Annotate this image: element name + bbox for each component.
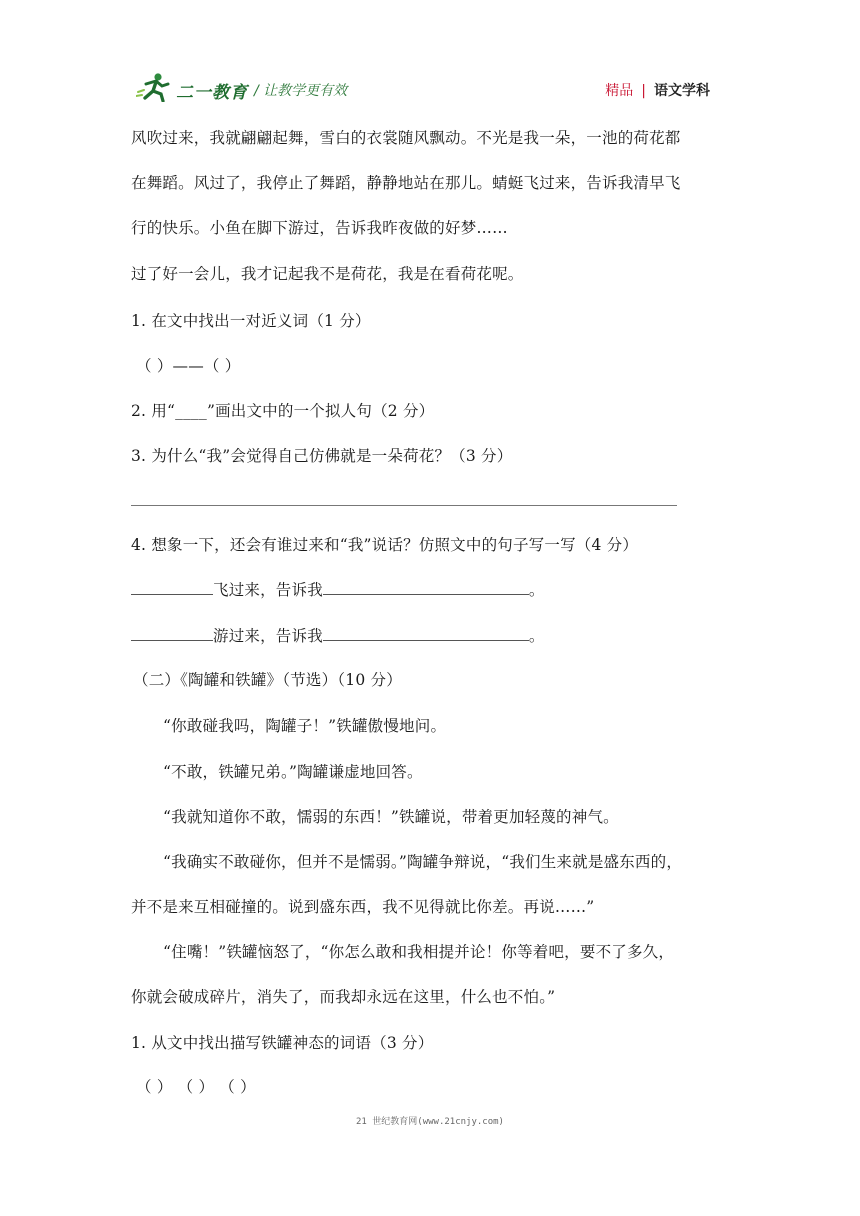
- fill-blank: [323, 580, 529, 595]
- page-header: [132, 70, 722, 108]
- passage-line: 行的快乐。小鱼在脚下游过，告诉我昨夜做的好梦……: [131, 219, 508, 237]
- dialogue-line: “住嘴！”铁罐恼怒了，“你怎么敢和我相提并论！你等着吧，要不了多久，: [163, 943, 675, 961]
- slogan: / 让教学更有效: [254, 83, 348, 99]
- dialogue-line: “我就知道你不敢，懦弱的东西！”铁罐说，带着更加轻蔑的神气。: [163, 808, 619, 826]
- fill-text: 游过来，告诉我: [213, 627, 323, 645]
- answer-line: [131, 505, 677, 506]
- dialogue-line: “我确实不敢碰你，但并不是懦弱。”陶罐争辩说，“我们生来就是盛东西的，: [163, 853, 683, 871]
- fill-period: 。: [528, 627, 545, 645]
- fill-blank: [131, 626, 213, 641]
- dialogue-line: “你敢碰我吗，陶罐子！”铁罐傲慢地问。: [163, 717, 447, 735]
- runner-logo-icon: [136, 72, 174, 102]
- question-4-fill-line-1: [131, 578, 545, 600]
- question-4: 4. 想象一下，还会有谁过来和“我”说话？仿照文中的句子写一写（4 分）: [131, 536, 639, 554]
- header-subject-area: [605, 80, 710, 100]
- question-2: 2. 用“____”画出文中的一个拟人句（2 分）: [131, 402, 435, 420]
- subject-label: 语文学科: [654, 83, 710, 99]
- passage-line: 风吹过来，我就翩翩起舞，雪白的衣裳随风飘动。不光是我一朵，一池的荷花都: [131, 129, 681, 147]
- question-1-answer-blanks: （ ）——（ ）: [136, 357, 241, 375]
- fill-text: 飞过来，告诉我: [213, 581, 323, 599]
- section-2-title: （二）《陶罐和铁罐》（节选）（10 分）: [133, 671, 402, 689]
- section-2-question-1-blanks: （ ） （ ） （ ）: [136, 1078, 256, 1096]
- section-2-question-1: 1. 从文中找出描写铁罐神态的词语（3 分）: [131, 1034, 434, 1052]
- dialogue-line: “不敢，铁罐兄弟。”陶罐谦虚地回答。: [163, 763, 423, 781]
- passage-line: 在舞蹈。风过了，我停止了舞蹈，静静地站在那儿。蜻蜓飞过来，告诉我清早飞: [131, 174, 681, 192]
- passage-line: 过了好一会儿，我才记起我不是荷花，我是在看荷花呢。: [131, 265, 524, 283]
- question-4-fill-line-2: [131, 624, 545, 646]
- dialogue-line: 并不是来互相碰撞的。说到盛东西，我不见得就比你差。再说……”: [131, 898, 595, 916]
- logo-text: 二一教育: [176, 83, 248, 103]
- header-separator: |: [641, 83, 646, 99]
- premium-badge: 精品: [605, 83, 634, 99]
- page-footer: 21 世纪教育网(www.21cnjy.com): [356, 1117, 504, 1127]
- dialogue-line: 你就会破成碎片，消失了，而我却永远在这里，什么也不怕。”: [131, 988, 556, 1006]
- fill-blank: [131, 580, 213, 595]
- fill-blank: [323, 626, 529, 641]
- question-1: 1. 在文中找出一对近义词（1 分）: [131, 312, 371, 330]
- fill-period: 。: [528, 581, 545, 599]
- question-3: 3. 为什么“我”会觉得自己仿佛就是一朵荷花？（3 分）: [131, 447, 513, 465]
